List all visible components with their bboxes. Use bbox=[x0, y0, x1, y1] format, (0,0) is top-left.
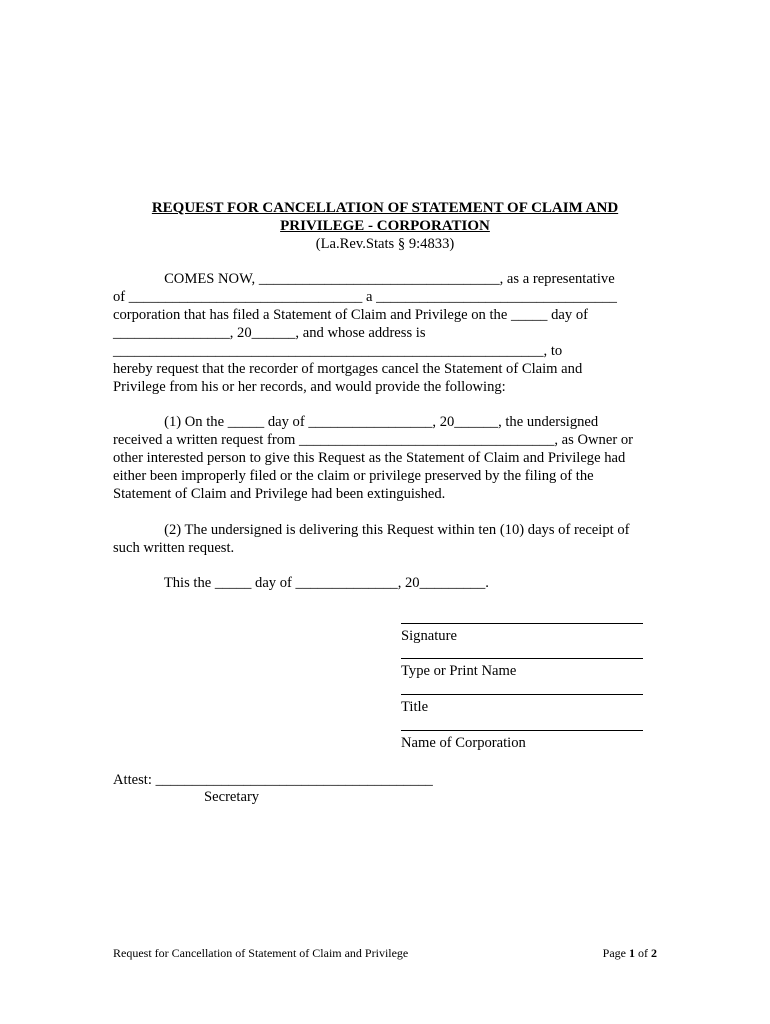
document-title-line-1: REQUEST FOR CANCELLATION OF STATEMENT OF CLAIM AND bbox=[151, 200, 619, 216]
body-line: ___________________________________________________________, to bbox=[113, 343, 563, 359]
page-of: of bbox=[635, 946, 651, 960]
footer-page-number bbox=[603, 945, 657, 961]
corporation-name-rule bbox=[401, 730, 643, 731]
print-name-label: Type or Print Name bbox=[401, 663, 517, 679]
body-line: of ________________________________ a _________________________________ bbox=[113, 289, 617, 305]
paragraph-1-line: (1) On the _____ day of _________________, 20______, the undersigned bbox=[113, 414, 599, 430]
page-prefix: Page bbox=[602, 946, 629, 960]
document-title-line-2: PRIVILEGE - CORPORATION bbox=[280, 218, 490, 234]
footer-document-title: Request for Cancellation of Statement of Claim and Privilege bbox=[113, 946, 409, 960]
date-line: This the _____ day of ______________, 20_________. bbox=[113, 575, 489, 591]
title-rule bbox=[401, 694, 643, 695]
statute-citation: (La.Rev.Stats § 9:4833) bbox=[315, 236, 455, 252]
print-name-rule bbox=[401, 658, 643, 659]
body-line: corporation that has filed a Statement of Claim and Privilege on the _____ day of bbox=[113, 307, 588, 323]
title-label: Title bbox=[401, 699, 429, 715]
body-line: hereby request that the recorder of mortgages cancel the Statement of Claim and bbox=[113, 361, 583, 377]
paragraph-2-line: such written request. bbox=[113, 540, 235, 556]
paragraph-2-line: (2) The undersigned is delivering this Request within ten (10) days of receipt of bbox=[113, 522, 630, 538]
signature-rule bbox=[401, 623, 643, 624]
current-page: 1 bbox=[629, 946, 635, 960]
corporation-name-label: Name of Corporation bbox=[401, 735, 526, 751]
secretary-label: Secretary bbox=[204, 789, 260, 805]
attest-line: Attest: ______________________________________ bbox=[113, 772, 433, 788]
body-line: ________________, 20______, and whose address is bbox=[113, 325, 426, 341]
total-pages: 2 bbox=[651, 946, 657, 960]
paragraph-1-line: Statement of Claim and Privilege had been extinguished. bbox=[113, 486, 446, 502]
body-line: COMES NOW, _________________________________, as a representative bbox=[113, 271, 615, 287]
body-line: Privilege from his or her records, and would provide the following: bbox=[113, 379, 506, 395]
paragraph-1-line: other interested person to give this Request as the Statement of Claim and Privilege had bbox=[113, 450, 626, 466]
signature-label: Signature bbox=[401, 628, 457, 644]
paragraph-1-line: either been improperly filed or the claim or privilege preserved by the filing of the bbox=[113, 468, 594, 484]
paragraph-1-line: received a written request from ___________________________________, as Owner or bbox=[113, 432, 633, 448]
